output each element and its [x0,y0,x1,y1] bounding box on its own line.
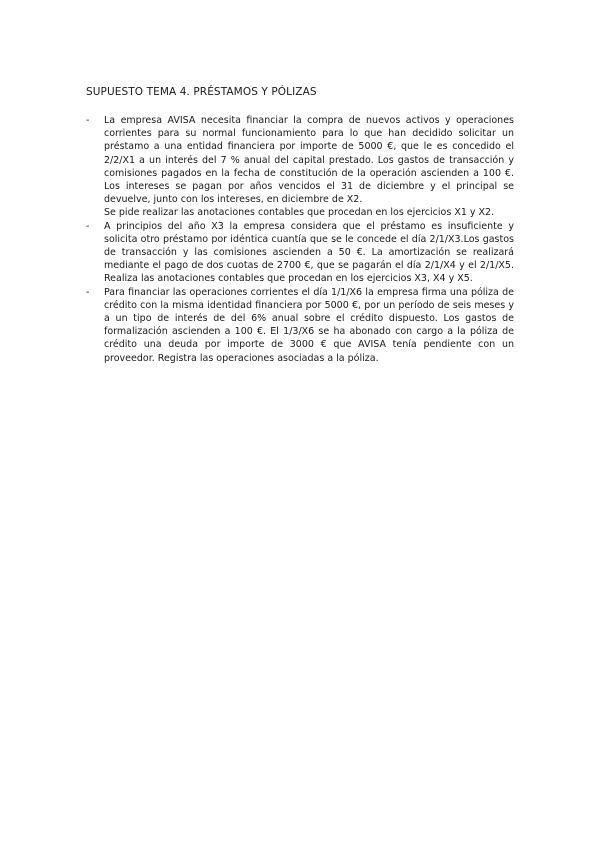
exercise-item-2 [86,220,514,286]
exercise-1-statement: La empresa AVISA necesita financiar la compra de nuevos activos y operaciones corrientes para su normal funcionamiento para lo que han decidido solicitar un préstamo a una entidad financiera por importe de 5000 €, que le es concedido el 2/2/X1 a un interés del 7 % anual del capital prestado. Los gastos de transacción y comisiones pagados en la fecha de constitución de la operación ascienden a 100 €. Los intereses se pagan por años vencidos el 31 de diciembre y el principal se devuelve, junto con los intereses, en diciembre de X2. [104,115,514,206]
list-bullet: - [86,286,90,298]
list-bullet: - [86,115,90,126]
document-title: SUPUESTO TEMA 4. PRÉSTAMOS Y PÓLIZAS [86,86,317,98]
exercise-item-1 [86,114,514,220]
exercise-item-3 [86,286,514,365]
list-bullet: - [86,220,90,232]
exercise-1-question: Se pide realizar las anotaciones contables que procedan en los ejercicios X1 y X2. [104,207,495,219]
exercise-list [86,114,514,365]
exercise-3-statement: Para financiar las operaciones corrientes el día 1/1/X6 la empresa firma una póliza de crédito con la misma identidad financiera por 5000 €, por un período de seis meses y a un tipo de interés de del 6% anual sobre el crédito dispuesto. Los gastos de formalización ascienden a 100 €. El 1/3/X6 se ha abonado con cargo a la póliza de crédito una deuda por importe de 3000 € que AVISA tenía pendiente con un proveedor. Registra las operaciones asociadas a la póliza. [104,286,514,364]
exercise-2-statement: A principios del año X3 la empresa considera que el préstamo es insuficiente y solicita otro préstamo por idéntica cuantía que se le concede el día 2/1/X3.Los gastos de transacción y las comisiones ascienden a 50 €. La amortización se realizará mediante el pago de dos cuotas de 2700 €, que se pagarán el día 2/1/X4 y el 2/1/X5. Realiza las anotaciones contables que procedan en los ejercicios X3, X4 y X5. [104,220,514,285]
